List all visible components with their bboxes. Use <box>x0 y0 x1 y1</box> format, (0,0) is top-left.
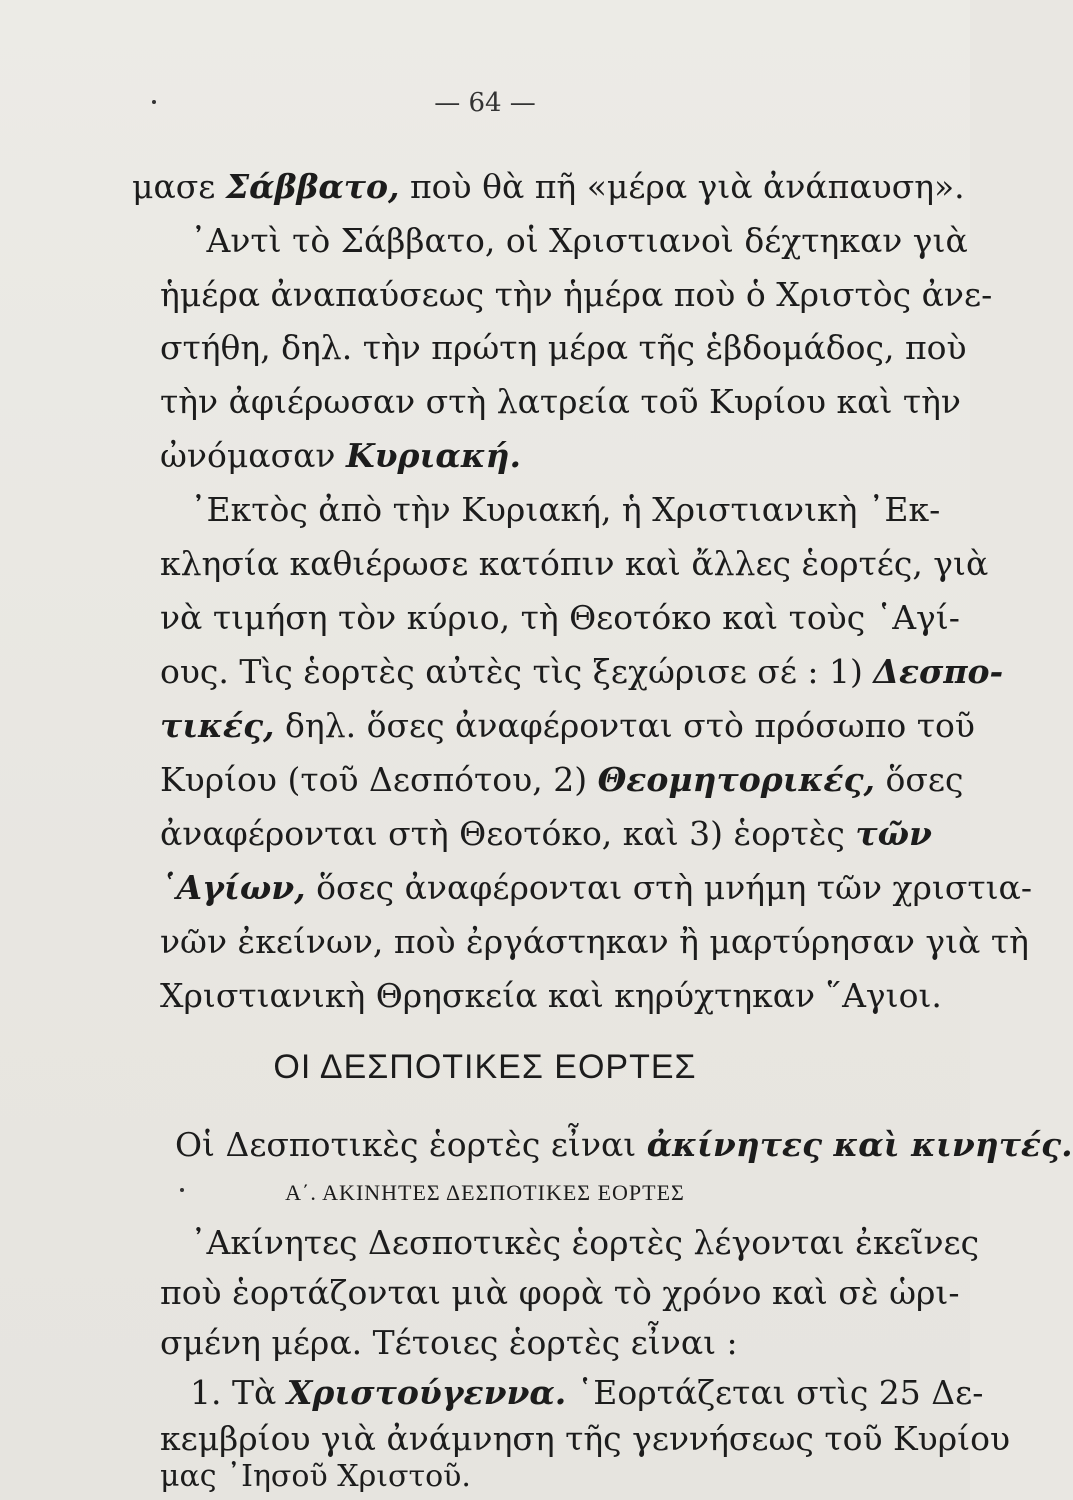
text-line: κεμβρίου γιὰ ἀνάμνηση τῆς γεννήσεως τοῦ Κυρίου <box>160 1419 1011 1458</box>
section-heading: ΟΙ ΔΕΣΠΟΤΙΚΕΣ ΕΟΡΤΕΣ <box>273 1048 697 1086</box>
text-line: ᾿Αντὶ τὸ Σάββατο, οἱ Χριστιανοὶ δέχτηκαν γιὰ <box>190 221 968 260</box>
text-line: ῾Αγίων, ὅσες ἀναφέρονται στὴ μνήμη τῶν χριστια- <box>160 868 1032 907</box>
text-line: τικές, δηλ. ὅσες ἀναφέρονται στὸ πρόσωπο τοῦ <box>160 706 975 745</box>
text-line: μασε Σάββατο, ποὺ θὰ πῆ «μέρα γιὰ ἀνάπαυση». <box>132 167 965 206</box>
text-line: ποὺ ἑορτάζονται μιὰ φορὰ τὸ χρόνο καὶ σὲ ὡρι- <box>160 1273 960 1312</box>
text-line: νῶν ἐκείνων, ποὺ ἐργάστηκαν ἢ μαρτύρησαν γιὰ τὴ <box>160 922 1029 961</box>
page-number: — 64 — <box>434 88 536 118</box>
text-line: νὰ τιμήση τὸν κύριο, τὴ Θεοτόκο καὶ τοὺς ῾Αγί- <box>160 598 960 637</box>
text-line: ἡμέρα ἀναπαύσεως τὴν ἡμέρα ποὺ ὁ Χριστὸς ἀνε- <box>160 275 993 314</box>
text-line: σμένη μέρα. Τέτοιες ἑορτὲς εἶναι : <box>160 1323 738 1362</box>
text-line: 1. Τὰ Χριστούγεννα. ῾Εορτάζεται στὶς 25 Δε- <box>190 1373 984 1412</box>
text-line: κλησία καθιέρωσε κατόπιν καὶ ἄλλες ἑορτές, γιὰ <box>160 544 989 583</box>
text-line: στήθη, δηλ. τὴν πρώτη μέρα τῆς ἑβδομάδος, ποὺ <box>160 328 967 367</box>
subsection-heading: Α΄. ΑΚΙΝΗΤΕΣ ΔΕΣΠΟΤΙΚΕΣ ΕΟΡΤΕΣ <box>285 1180 685 1205</box>
text-line: Χριστιανικὴ Θρησκεία καὶ κηρύχτηκαν ῞Αγιοι. <box>160 976 942 1015</box>
text-line: ἀναφέρονται στὴ Θεοτόκο, καὶ 3) ἑορτὲς τῶν <box>160 814 932 853</box>
text-line: ὠνόμασαν Κυριακή. <box>160 436 522 475</box>
text-line: ᾿Ακίνητες Δεσποτικὲς ἑορτὲς λέγονται ἐκεῖνες <box>190 1223 980 1262</box>
text-line: Οἱ Δεσποτικὲς ἑορτὲς εἶναι ἀκίνητες καὶ κινητές. <box>175 1125 1073 1164</box>
text-line: τὴν ἀφιέρωσαν στὴ λατρεία τοῦ Κυρίου καὶ τὴν <box>160 382 961 421</box>
text-line: ᾿Εκτὸς ἀπὸ τὴν Κυριακή, ἡ Χριστιανικὴ ᾿Εκ- <box>190 490 941 529</box>
text-line: ους. Τὶς ἑορτὲς αὐτὲς τὶς ξεχώρισε σέ : 1) Δεσπο- <box>160 652 1004 691</box>
text-line: μας ᾿Ιησοῦ Χριστοῦ. <box>160 1459 471 1494</box>
text-line: Κυρίου (τοῦ Δεσπότου, 2) Θεομητορικές, ὅσες <box>160 760 964 799</box>
